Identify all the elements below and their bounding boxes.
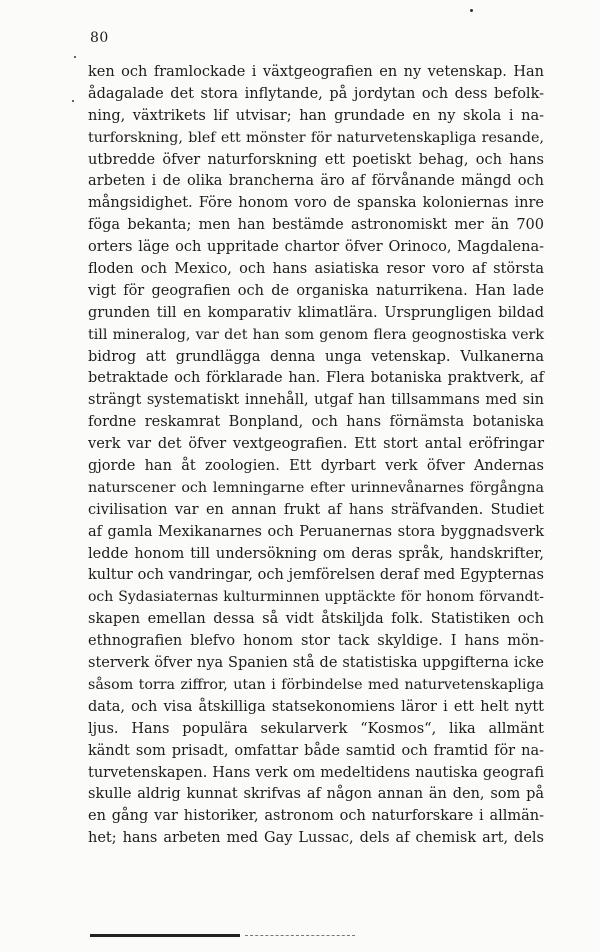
- text-line: ledde honom till undersökning om deras språk, handskrifter,: [88, 545, 544, 562]
- text-line: fordne reskamrat Bonpland, och hans förnämsta botaniska: [88, 414, 544, 431]
- text-line: och Sydasiaternas kulturminnen upptäckte för honom förvandt-: [88, 589, 544, 606]
- print-speck: [74, 56, 76, 58]
- text-line: såsom torra ziffror, utan i förbindelse med naturvetenskapliga: [88, 676, 544, 693]
- text-line: grunden till en komparativ klimatlära. Ursprungligen bildad: [88, 304, 544, 321]
- text-line: ådagalade det stora inflytande, på jordytan och dess befolk-: [88, 85, 544, 102]
- text-line: vigt för geografien och de organiska naturrikena. Han lade: [88, 282, 544, 299]
- text-line: sterverk öfver nya Spanien stå de statistiska uppgifterna icke: [88, 655, 544, 672]
- text-line: civilisation var en annan frukt af hans sträfvanden. Studiet: [88, 501, 544, 518]
- text-line: ning, växtrikets lif utvisar; han grundade en ny skola i na-: [88, 107, 544, 124]
- text-line: strängt systematiskt innehåll, utgaf han tillsammans med sin: [88, 392, 544, 409]
- print-speck: [470, 9, 473, 12]
- text-line: bidrog att grundlägga denna unga vetenskap. Vulkanerna: [88, 348, 544, 365]
- text-line: verk var det öfver vextgeografien. Ett stort antal eröfringar: [88, 436, 544, 453]
- text-line: orters läge och uppritade chartor öfver Orinoco, Magdalena-: [88, 239, 544, 256]
- text-line: naturscener och lemningarne efter urinnevånarnes förgångna: [88, 479, 544, 496]
- page-number: 80: [90, 30, 109, 46]
- text-line: ljus. Hans populära sekularverk “Kosmos“, lika allmänt: [88, 720, 544, 737]
- body-text: [88, 62, 544, 850]
- text-line: turvetenskapen. Hans verk om medeltidens nautiska geografi: [88, 764, 544, 781]
- text-line: floden och Mexico, och hans asiatiska resor voro af största: [88, 261, 544, 278]
- text-line: föga bekanta; men han bestämde astronomiskt mer än 700: [88, 217, 544, 234]
- text-line: gjorde han åt zoologien. Ett dyrbart verk öfver Andernas: [88, 458, 544, 475]
- text-line: turforskning, blef ett mönster för naturvetenskapliga resande,: [88, 129, 544, 146]
- text-line: skulle aldrig kunnat skrifvas af någon annan än den, som på: [88, 786, 544, 803]
- text-line: kändt som prisadt, omfattar både samtid och framtid för na-: [88, 742, 544, 759]
- text-line: het; hans arbeten med Gay Lussac, dels af chemisk art, dels: [88, 830, 544, 847]
- page-bottom-rule-faint: [245, 935, 355, 937]
- text-line: till mineralog, var det han som genom flera geognostiska verk: [88, 326, 544, 343]
- text-line: utbredde öfver naturforskning ett poetiskt behag, och hans: [88, 151, 544, 168]
- text-line: data, och visa åtskilliga statsekonomiens läror i ett helt nytt: [88, 698, 544, 715]
- text-line: ken och framlockade i växtgeografien en ny vetenskap. Han: [88, 64, 544, 80]
- text-line: betraktade och förklarade han. Flera botaniska praktverk, af: [88, 370, 544, 387]
- print-speck: [72, 100, 74, 102]
- page-bottom-rule: [90, 934, 240, 937]
- text-line: af gamla Mexikanarnes och Peruanernas stora byggnadsverk: [88, 523, 544, 540]
- text-line: skapen emellan dessa så vidt åtskiljda folk. Statistiken och: [88, 611, 544, 628]
- text-line: arbeten i de olika brancherna äro af förvånande mängd och: [88, 173, 544, 190]
- text-line: kultur och vandringar, och jemförelsen deraf med Egypternas: [88, 567, 544, 584]
- text-line: en gång var historiker, astronom och naturforskare i allmän-: [88, 808, 544, 825]
- text-line: mångsidighet. Före honom voro de spanska koloniernas inre: [88, 195, 544, 212]
- text-line: ethnografien blefvo honom stor tack skyldige. I hans mön-: [88, 633, 544, 650]
